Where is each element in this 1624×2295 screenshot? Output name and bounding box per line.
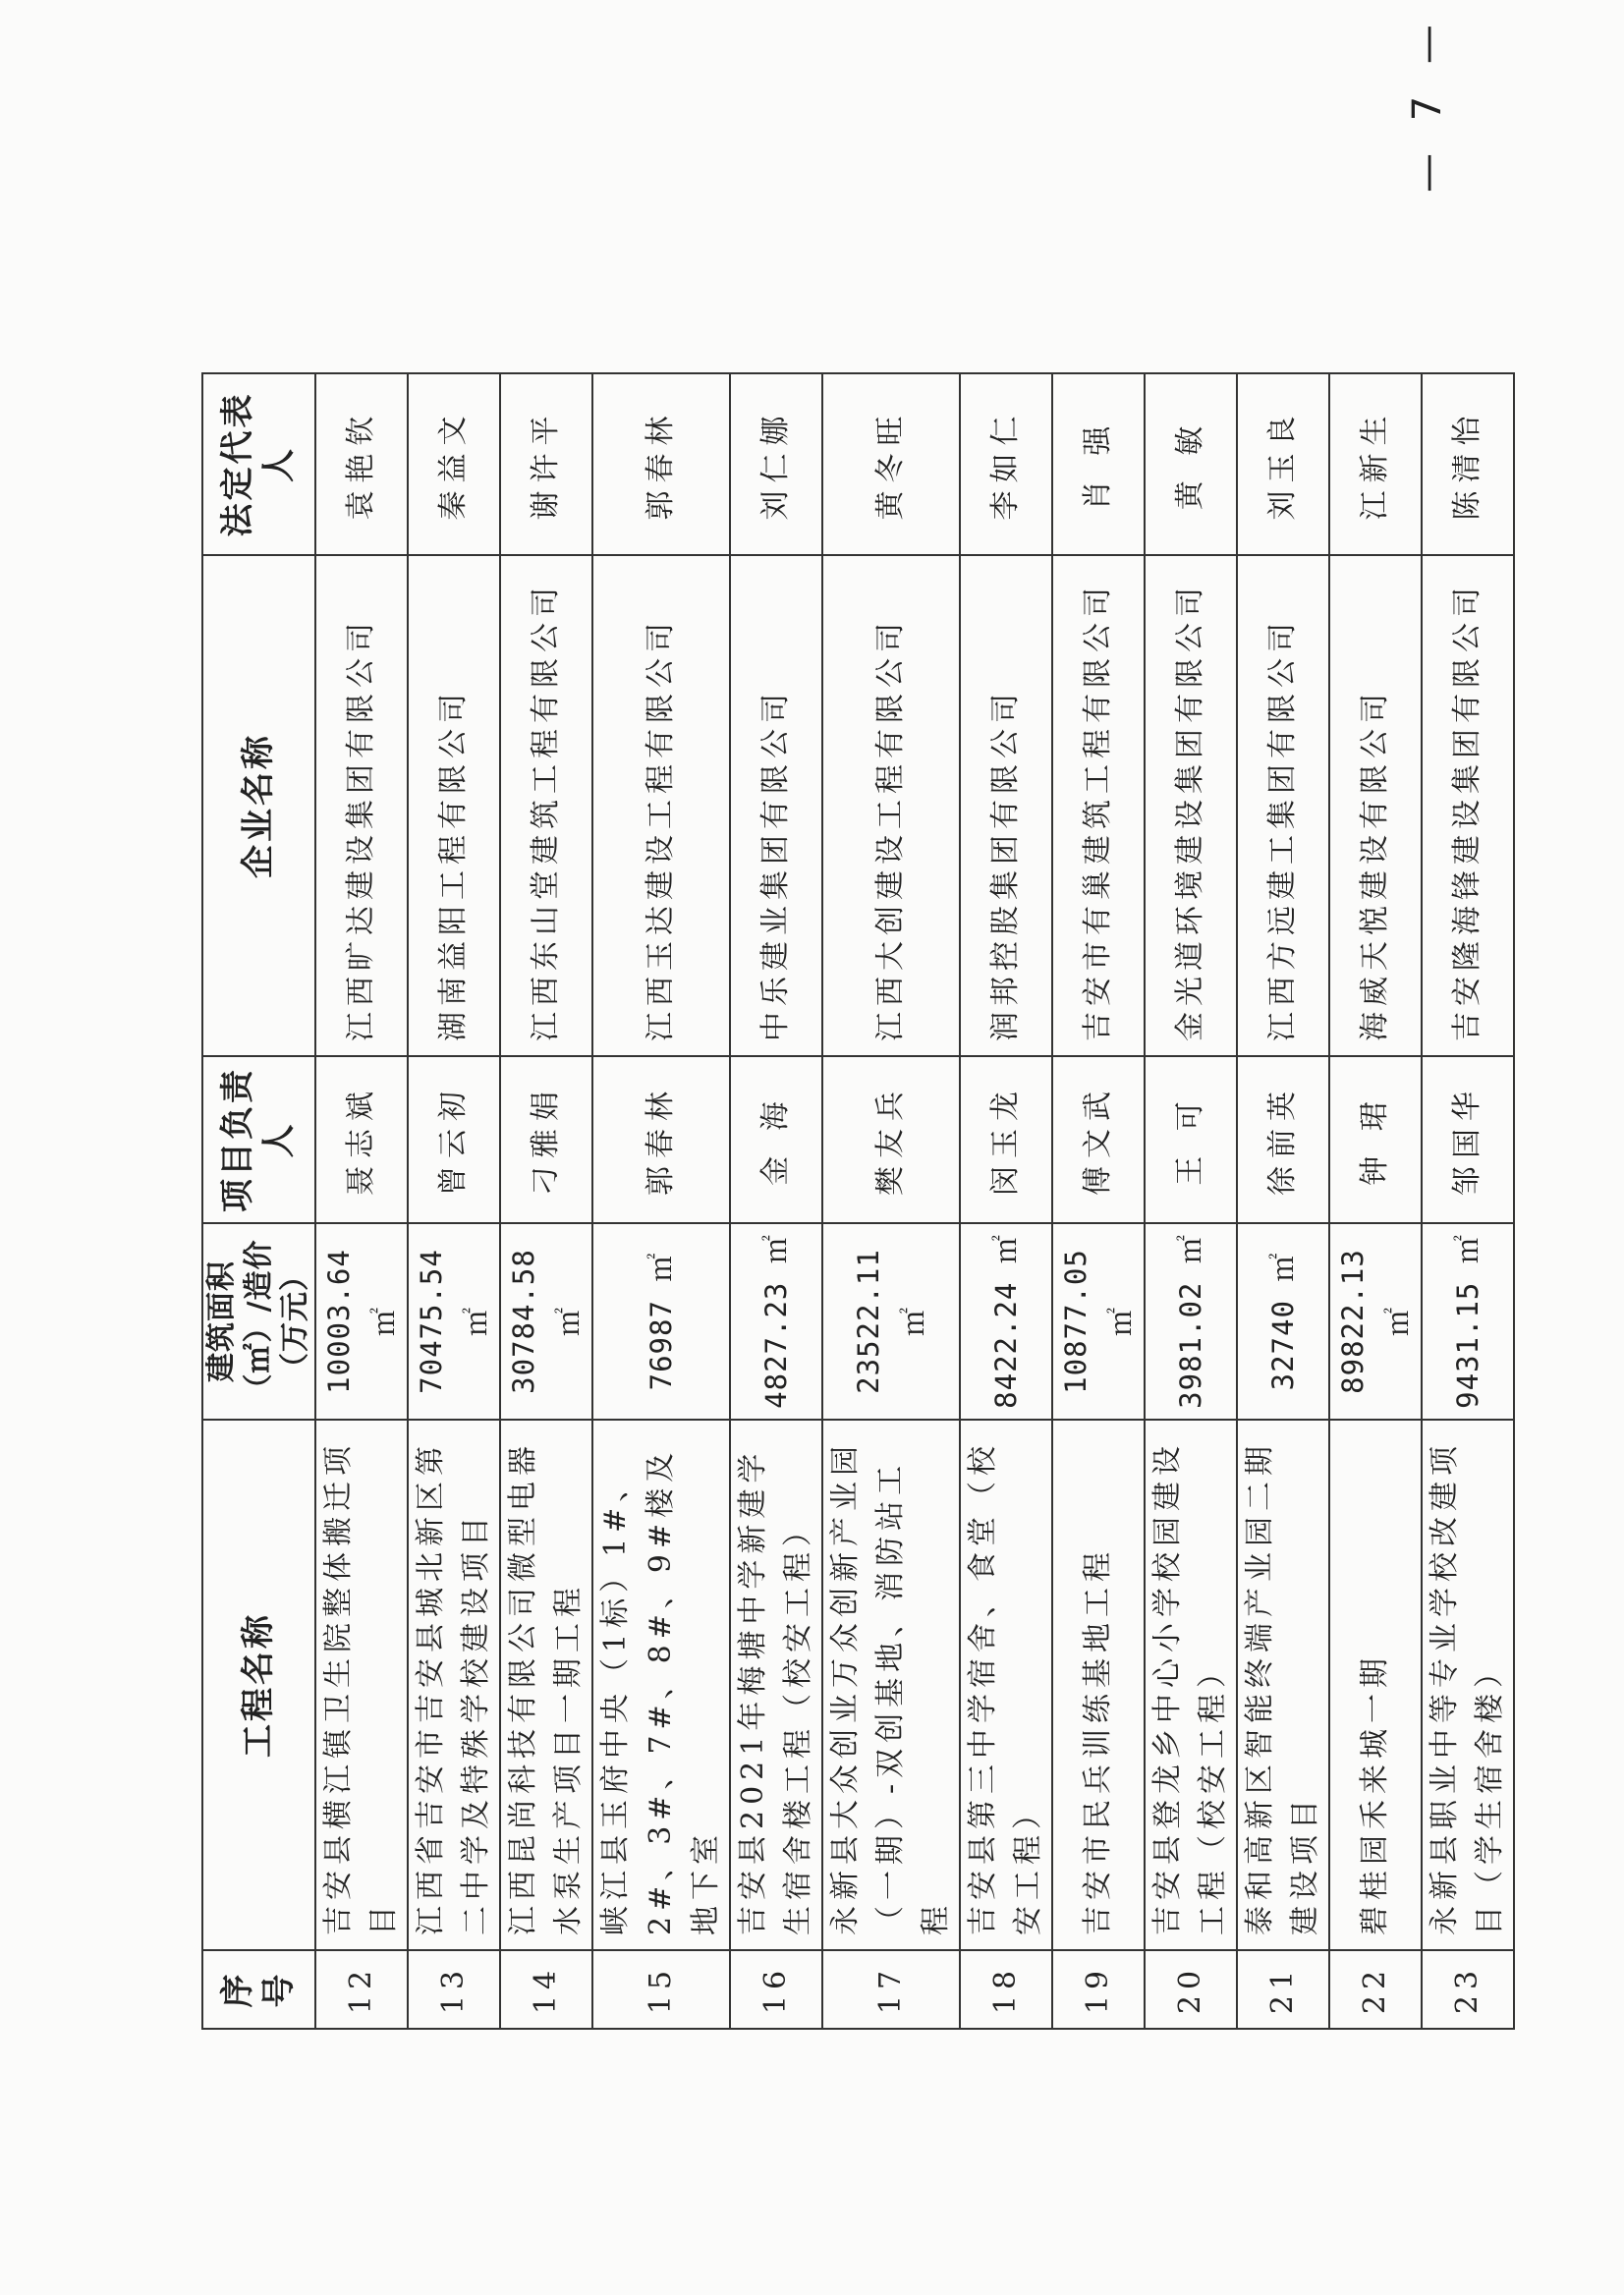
cell-legal-rep: 谢许平 bbox=[500, 373, 592, 555]
cell-project: 江西省吉安市吉安县城北新区第二中学及特殊学校建设项目 bbox=[408, 1420, 500, 1950]
cell-seq: 22 bbox=[1329, 1950, 1422, 2029]
cell-manager: 闵玉龙 bbox=[960, 1056, 1052, 1223]
cell-seq: 12 bbox=[315, 1950, 408, 2029]
cell-company: 江西旷达建设集团有限公司 bbox=[315, 555, 408, 1056]
cell-company: 湖南益阳工程有限公司 bbox=[408, 555, 500, 1056]
cell-company: 吉安市有巢建筑工程有限公司 bbox=[1052, 555, 1145, 1056]
cell-area: 9431.15 ㎡ bbox=[1422, 1223, 1514, 1420]
cell-manager: 郭春林 bbox=[592, 1056, 730, 1223]
table-row bbox=[822, 373, 960, 2029]
cell-area: 23522.11 ㎡ bbox=[822, 1223, 960, 1420]
cell-legal-rep: 肖 强 bbox=[1052, 373, 1145, 555]
cell-company: 吉安隆海锋建设集团有限公司 bbox=[1422, 555, 1514, 1056]
cell-seq: 18 bbox=[960, 1950, 1052, 2029]
cell-company: 江西东山堂建筑工程有限公司 bbox=[500, 555, 592, 1056]
table-row bbox=[960, 373, 1052, 2029]
cell-seq: 19 bbox=[1052, 1950, 1145, 2029]
header-seq: 序号 bbox=[202, 1950, 315, 2029]
cell-legal-rep: 袁艳钦 bbox=[315, 373, 408, 555]
cell-legal-rep: 江新生 bbox=[1329, 373, 1422, 555]
cell-manager: 邹国华 bbox=[1422, 1056, 1514, 1223]
header-legal-rep: 法定代表人 bbox=[202, 373, 315, 555]
cell-project: 吉安市民兵训练基地工程 bbox=[1052, 1420, 1145, 1950]
cell-seq: 20 bbox=[1145, 1950, 1237, 2029]
header-area: 建筑面积（㎡）/造价（万元） bbox=[202, 1223, 315, 1420]
cell-area: 76987 ㎡ bbox=[592, 1223, 730, 1420]
cell-area: 10877.05 ㎡ bbox=[1052, 1223, 1145, 1420]
cell-area: 70475.54 ㎡ bbox=[408, 1223, 500, 1420]
table-row bbox=[408, 373, 500, 2029]
cell-project: 吉安县2021年梅塘中学新建学生宿舍楼工程（校安工程） bbox=[730, 1420, 822, 1950]
cell-project: 泰和高新区智能终端产业园二期建设项目 bbox=[1237, 1420, 1329, 1950]
cell-company: 江西玉达建设工程有限公司 bbox=[592, 555, 730, 1056]
cell-legal-rep: 李如仁 bbox=[960, 373, 1052, 555]
table-row bbox=[1329, 373, 1422, 2029]
cell-legal-rep: 黄 敏 bbox=[1145, 373, 1237, 555]
cell-legal-rep: 郭春林 bbox=[592, 373, 730, 555]
cell-company: 金光道环境建设集团有限公司 bbox=[1145, 555, 1237, 1056]
table-row bbox=[1237, 373, 1329, 2029]
cell-area: 32740 ㎡ bbox=[1237, 1223, 1329, 1420]
table-row bbox=[730, 373, 822, 2029]
cell-project: 吉安县登龙乡中心小学校园建设工程（校安工程） bbox=[1145, 1420, 1237, 1950]
table-row bbox=[592, 373, 730, 2029]
cell-company: 江西大创建设工程有限公司 bbox=[822, 555, 960, 1056]
header-company: 企业名称 bbox=[202, 555, 315, 1056]
project-table bbox=[201, 372, 1515, 2030]
table-row bbox=[1422, 373, 1514, 2029]
cell-manager: 钟 珺 bbox=[1329, 1056, 1422, 1223]
cell-company: 海威天悦建设有限公司 bbox=[1329, 555, 1422, 1056]
cell-area: 89822.13 ㎡ bbox=[1329, 1223, 1422, 1420]
cell-project: 峡江县玉府中央（1标）1#、2#、3#、7#、8#、9#楼及地下室 bbox=[592, 1420, 730, 1950]
table-row bbox=[1145, 373, 1237, 2029]
cell-seq: 21 bbox=[1237, 1950, 1329, 2029]
cell-company: 润邦控股集团有限公司 bbox=[960, 555, 1052, 1056]
cell-manager: 金 海 bbox=[730, 1056, 822, 1223]
table-row bbox=[500, 373, 592, 2029]
cell-legal-rep: 黄冬旺 bbox=[822, 373, 960, 555]
table-row bbox=[315, 373, 408, 2029]
table-row bbox=[1052, 373, 1145, 2029]
cell-project: 吉安县横江镇卫生院整体搬迁项目 bbox=[315, 1420, 408, 1950]
page-number: — 7 — bbox=[1405, 15, 1450, 193]
cell-legal-rep: 秦益文 bbox=[408, 373, 500, 555]
cell-project: 碧桂园禾来城一期 bbox=[1329, 1420, 1422, 1950]
header-manager: 项目负责人 bbox=[202, 1056, 315, 1223]
cell-legal-rep: 刘仁娜 bbox=[730, 373, 822, 555]
cell-legal-rep: 刘玉良 bbox=[1237, 373, 1329, 555]
cell-manager: 王 可 bbox=[1145, 1056, 1237, 1223]
cell-seq: 23 bbox=[1422, 1950, 1514, 2029]
header-project: 工程名称 bbox=[202, 1420, 315, 1950]
cell-area: 10003.64 ㎡ bbox=[315, 1223, 408, 1420]
header-row bbox=[202, 373, 315, 2029]
cell-seq: 15 bbox=[592, 1950, 730, 2029]
cell-project: 永新县大众创业万众创新产业园（一期）-双创基地、消防站工程 bbox=[822, 1420, 960, 1950]
cell-project: 吉安县第三中学宿舍、食堂（校安工程） bbox=[960, 1420, 1052, 1950]
cell-seq: 13 bbox=[408, 1950, 500, 2029]
cell-seq: 16 bbox=[730, 1950, 822, 2029]
cell-seq: 14 bbox=[500, 1950, 592, 2029]
cell-area: 30784.58 ㎡ bbox=[500, 1223, 592, 1420]
cell-manager: 徐前英 bbox=[1237, 1056, 1329, 1223]
cell-project: 永新县职业中等专业学校改建项目（学生宿舍楼） bbox=[1422, 1420, 1514, 1950]
cell-company: 江西方远建工集团有限公司 bbox=[1237, 555, 1329, 1056]
cell-company: 中乐建业集团有限公司 bbox=[730, 555, 822, 1056]
cell-legal-rep: 陈清怡 bbox=[1422, 373, 1514, 555]
cell-manager: 聂志斌 bbox=[315, 1056, 408, 1223]
cell-area: 8422.24 ㎡ bbox=[960, 1223, 1052, 1420]
cell-project: 江西昆尚科技有限公司微型电器水泵生产项目一期工程 bbox=[500, 1420, 592, 1950]
cell-area: 4827.23 ㎡ bbox=[730, 1223, 822, 1420]
cell-manager: 樊友兵 bbox=[822, 1056, 960, 1223]
cell-seq: 17 bbox=[822, 1950, 960, 2029]
cell-area: 3981.02 ㎡ bbox=[1145, 1223, 1237, 1420]
cell-manager: 刁雅娟 bbox=[500, 1056, 592, 1223]
cell-manager: 曾云初 bbox=[408, 1056, 500, 1223]
cell-manager: 傅文武 bbox=[1052, 1056, 1145, 1223]
